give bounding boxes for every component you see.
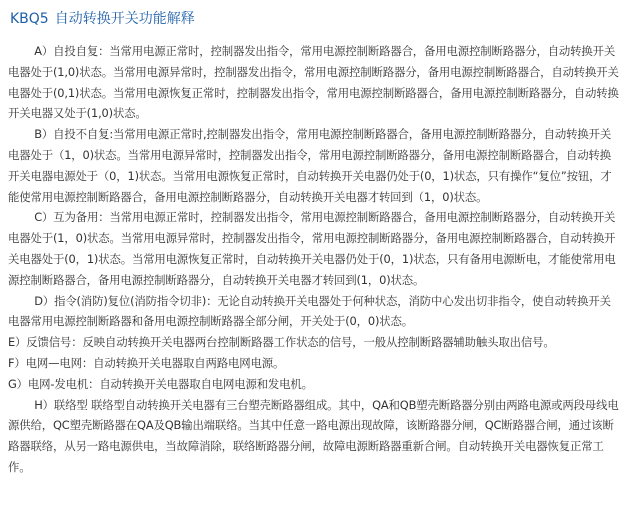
paragraph-h-tie-type: H）联络型 联络型自动转换开关电器有三台塑壳断路器组成。其中，QA和QB塑壳断路器分别由两路电源或两段母线电源供给，QC塑壳断路器在QA及QB输出端联络。当其中任意一路电源出现故障，该断路器分闸，QC断路器合闸，通过该断路器联络，从另一路电源供电，当故障消除，联络断路器分闸，故障电源断路器重新合闸。自动转换开关电器恢复正常工作。: [8, 397, 619, 474]
paragraph-a-auto-switch-auto-restore: A）自投自复：当常用电源正常时，控制器发出指令，常用电源控制断路器合，备用电源控制断路器分，自动转换开关电器处于(1,0)状态。当常用电源异常时，控制器发出指令，常用电源控制断路器分，备用电源控制断路器合，自动转换开关电器处于(0,1)状态。当常用电源恢复正常时，控制器发出指令，常用电源控制断路器合，备用电源控制断路器分，自动转换开关电器又处于(1,0)状态。: [8, 44, 619, 121]
paragraph-d-fire-reset: D）指令(消防)复位(消防指令切非)：无论自动转换开关电器处于何种状态，消防中心发出切非指令，使自动转换开关电器常用电源控制断路器和备用电源控制断路器全部分闸，开关处于(0，0)状态。: [8, 293, 611, 329]
explanation-body: [8, 41, 620, 478]
model-code: KBQ5: [10, 11, 49, 27]
paragraph-g-grid-generator: G）电网-发电机：自动转换开关电器取自电网电源和发电机。: [8, 376, 313, 391]
paragraph-b-auto-switch-no-restore: B）自投不自复:当常用电源正常时,控制器发出指令，常用电源控制断路器合，备用电源控制断路器分，自动转换开关电器处于（1，0)状态。当常用电源异常时，控制器发出指令，常用电源控制断路器分，备用电源控制断路器合，自动转换开关电器电源处于（0，1)状态。当常用电源恢复正常时，自动转换开关电器仍处于(0，1)状态，只有操作“复位”按钮，才能使常用电源控制断路器合，备用电源控制断路器分，自动转换开关电器才转回到（1，0)状态。: [8, 127, 612, 204]
paragraph-f-grid-grid: F）电网—电网：自动转换开关电器取自两路电网电源。: [8, 355, 285, 370]
page-title: [10, 10, 195, 28]
paragraph-c-mutual-backup: C）互为备用：当常用电源正常时，控制器发出指令，常用电源控制断路器合，备用电源控制断路器分，自动转换开关电器处于(1，0)状态。当常用电源异常时，控制器发出指令，常用电源控制断路器分，备用电源控制断路器合，自动转换开关电器处于(0，1)状态。当常用电源恢复正常时，自动转换开关电器仍处于(0，1)状态，只有备用电源断电，才能使常用电源控制断路器合，备用电源控制断路器分，自动转换开关电器才转回到(1，0)状态。: [8, 210, 616, 287]
paragraph-e-feedback-signal: E）反馈信号：反映自动转换开关电器两台控制断路器工作状态的信号，一般从控制断路器辅助触头取出信号。: [8, 335, 555, 350]
title-text: 自动转换开关功能解释: [54, 11, 195, 27]
